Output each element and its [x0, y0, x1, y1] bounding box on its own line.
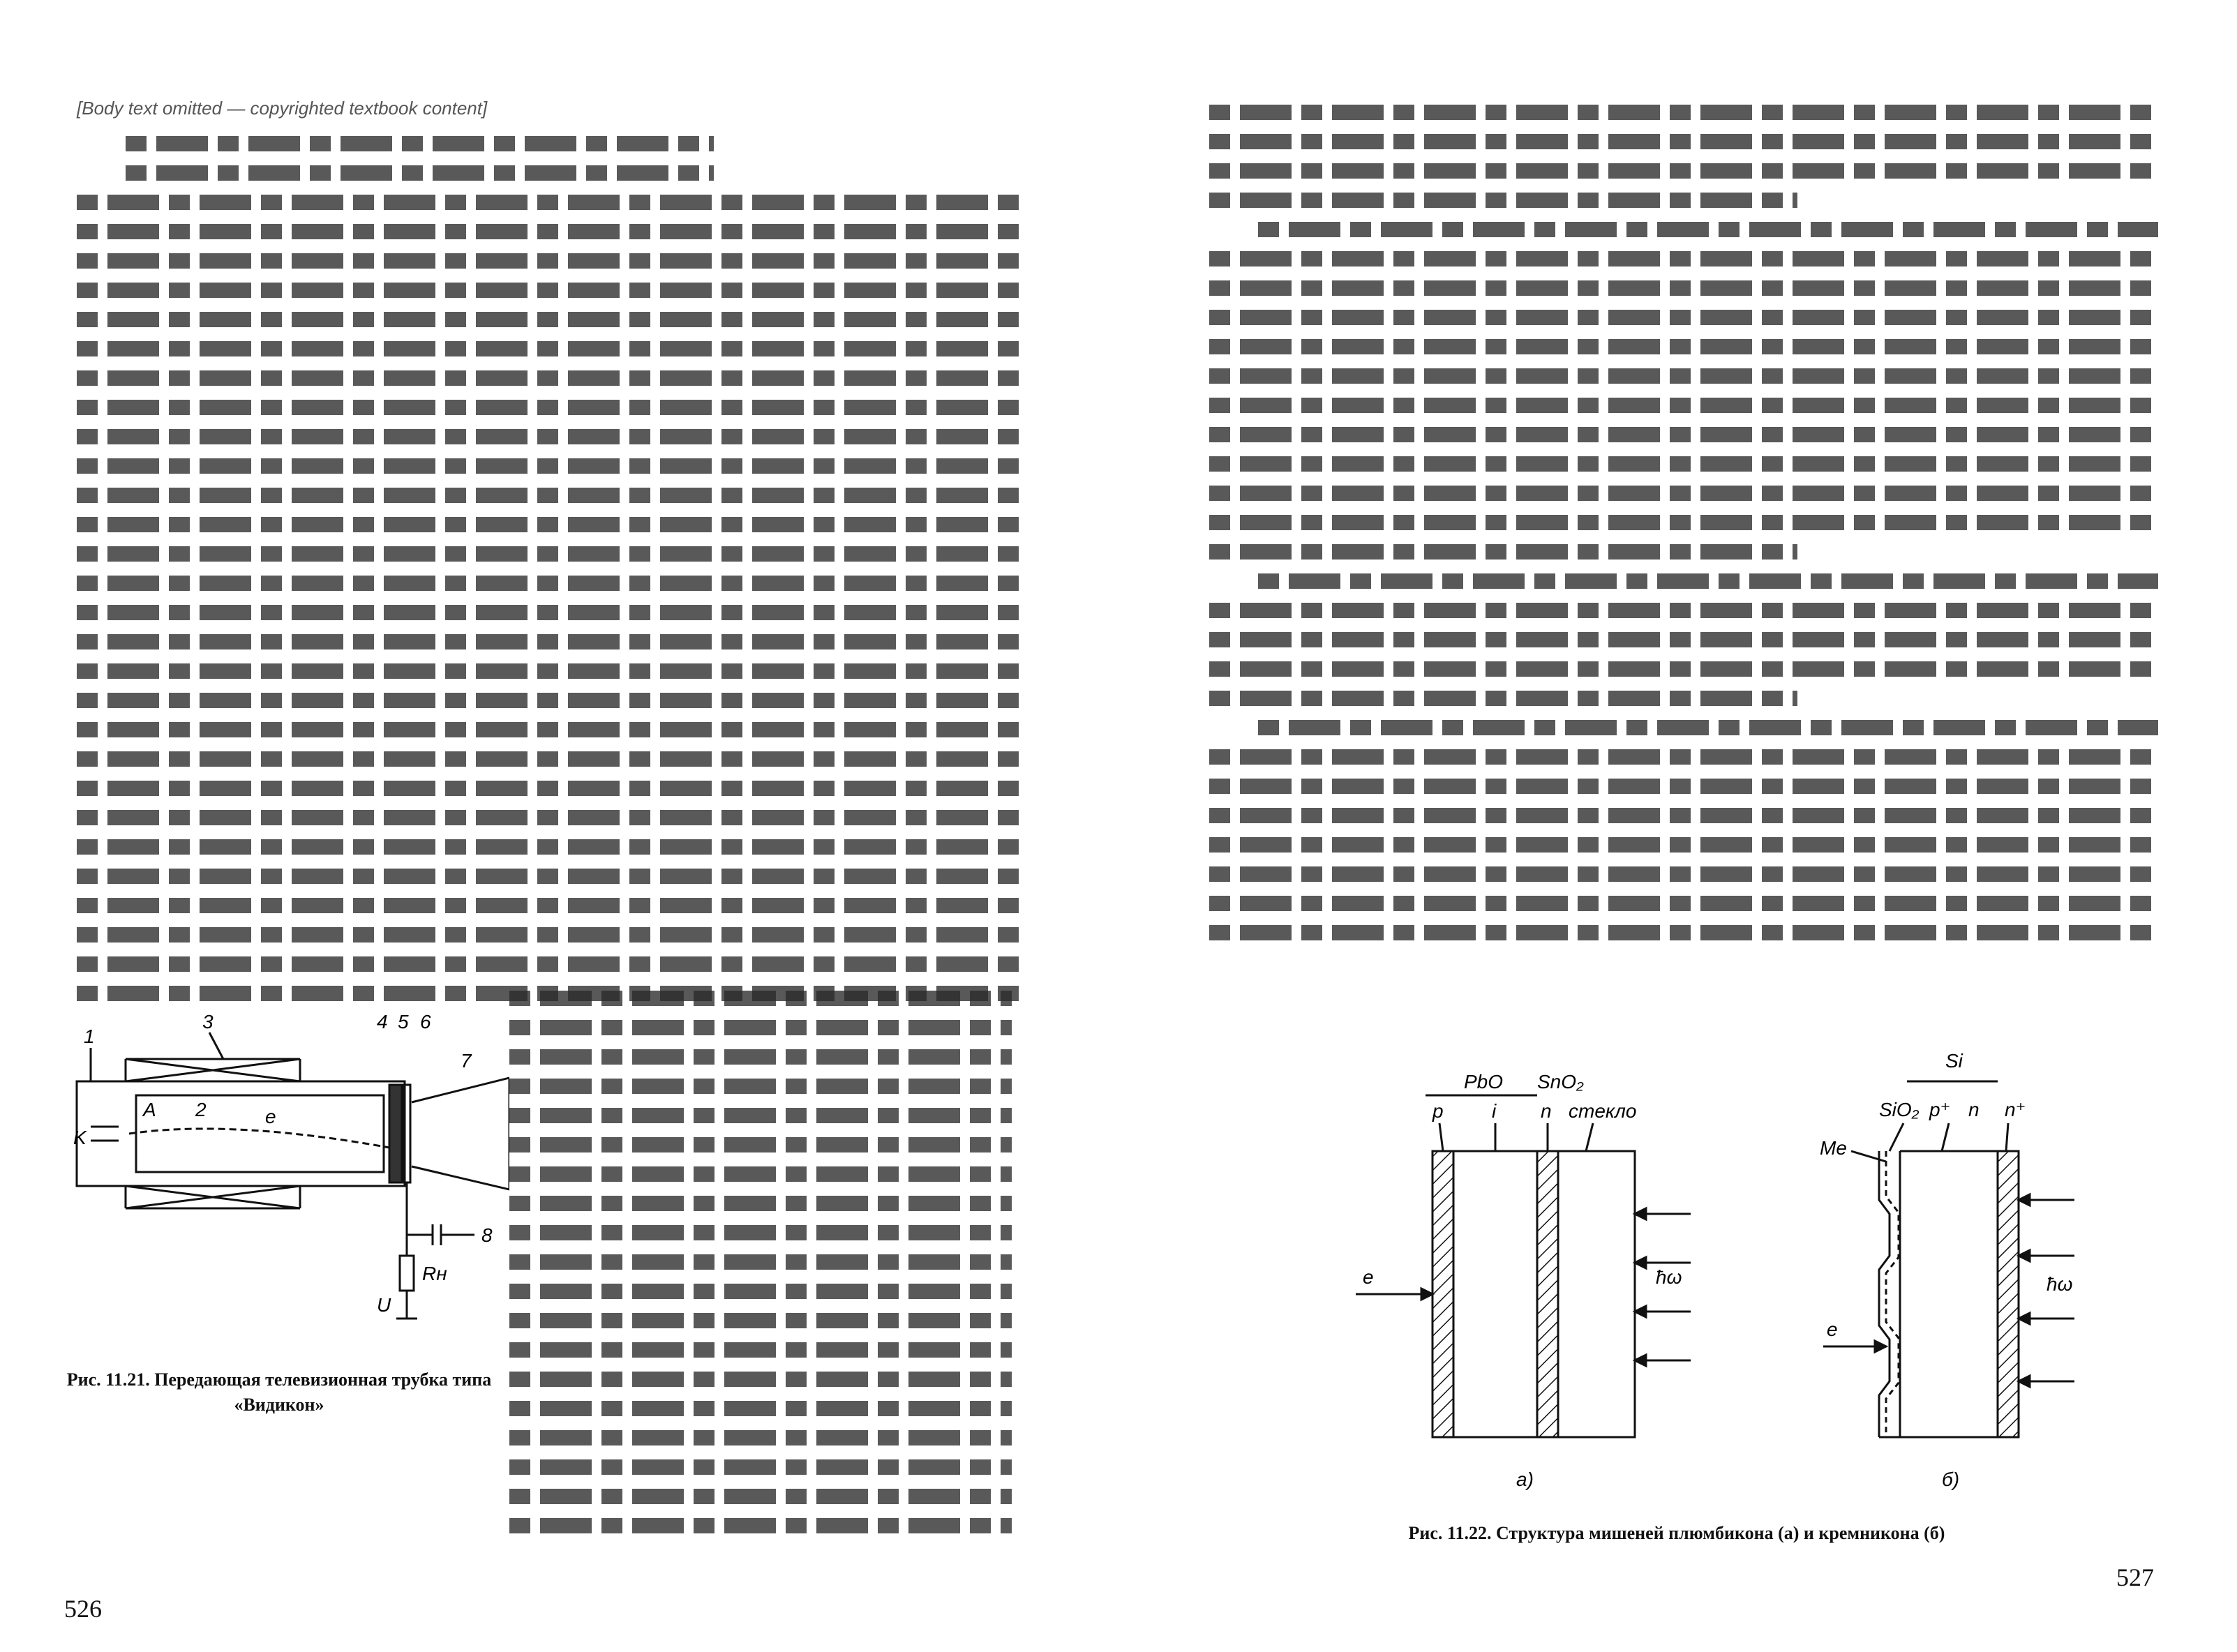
label-e-a: e: [1363, 1266, 1374, 1288]
label-hw-b: ħω: [2047, 1273, 2073, 1295]
label-n-b: n: [1968, 1099, 1980, 1120]
label-sub-b: б): [1942, 1469, 1960, 1490]
label-5: 5: [398, 1011, 409, 1032]
left-narrow-column: [509, 991, 1012, 1547]
label-sub-a: а): [1516, 1469, 1534, 1490]
label-3: 3: [202, 1011, 214, 1032]
label-A: A: [143, 1099, 156, 1120]
label-K: K: [73, 1127, 87, 1148]
left-page: [0, 0, 1118, 1652]
label-7: 7: [461, 1050, 472, 1072]
right-body-text: [1209, 105, 2158, 954]
label-n: n: [1541, 1100, 1552, 1122]
page-number-left: 526: [64, 1595, 102, 1623]
label-2: 2: [195, 1099, 207, 1120]
label-i: i: [1492, 1100, 1497, 1122]
target-structure-diagram-b: [1746, 1039, 2137, 1500]
label-e-b: e: [1827, 1319, 1838, 1340]
label-steklo: стекло: [1569, 1100, 1637, 1122]
label-PbO: PbO: [1464, 1071, 1504, 1092]
label-SnO2: SnO₂: [1537, 1071, 1584, 1092]
label-1: 1: [84, 1026, 95, 1047]
label-6: 6: [420, 1011, 431, 1032]
label-SiO2: SiO₂: [1879, 1099, 1920, 1120]
right-page: [1118, 0, 2237, 1652]
label-RH: Rн: [422, 1263, 447, 1284]
body-text-placeholder: [Body text omitted — copyrighted textbook content]: [77, 98, 488, 119]
left-body-text: [77, 98, 1026, 1015]
label-Si: Si: [1945, 1050, 1963, 1072]
label-n-plus: n⁺: [2005, 1099, 2026, 1120]
figure-caption-11-22: Рис. 11.22. Структура мишеней плюмбикона (а) и кремникона (б): [1408, 1523, 1945, 1543]
target-structure-diagram-a: [1328, 1053, 1719, 1500]
page-number-right: 527: [2116, 1563, 2154, 1591]
label-hw-a: ħω: [1656, 1266, 1682, 1288]
label-U: U: [377, 1294, 391, 1316]
label-e: e: [265, 1106, 276, 1127]
label-p-plus: p⁺: [1929, 1099, 1951, 1120]
label-Me: Me: [1820, 1137, 1847, 1159]
vidicon-diagram: [63, 1005, 509, 1339]
figure-caption-11-21: Рис. 11.21. Передающая телевизионная трубка типа «Видикон»: [66, 1369, 492, 1415]
label-4: 4: [377, 1011, 388, 1032]
label-p: p: [1432, 1100, 1444, 1122]
label-8: 8: [481, 1224, 493, 1246]
